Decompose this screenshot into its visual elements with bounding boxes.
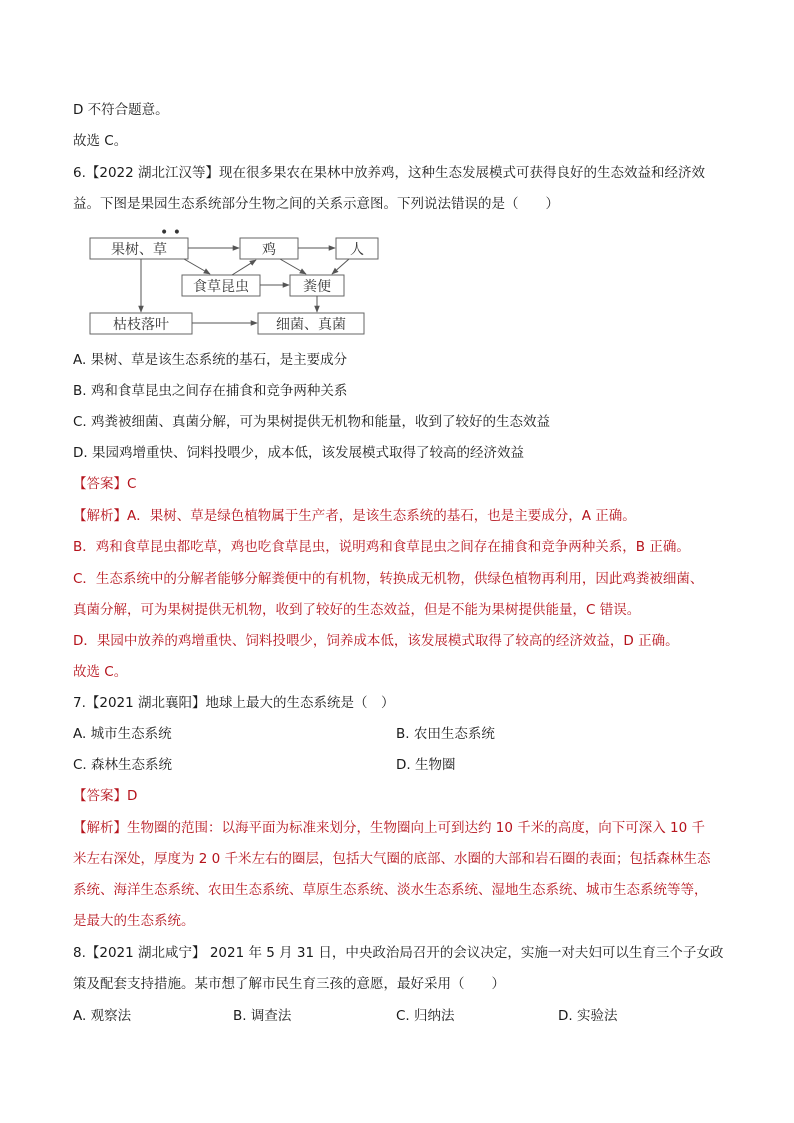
q7-stem: 7.【2021 湖北襄阳】地球上最大的生态系统是（ ）: [73, 695, 395, 711]
q6-answer: [73, 474, 136, 494]
q7-option-a: A. 城市生态系统: [73, 726, 172, 742]
q7-answer: [73, 786, 137, 806]
q6-answer-label: 【答案】: [73, 476, 127, 492]
q7-analysis-1: [73, 818, 705, 838]
food-web-diagram: [84, 228, 380, 336]
q6-analysis-1: [73, 506, 636, 526]
q8-option-c: C. 归纳法: [396, 1008, 455, 1024]
q7-analysis-2: 米左右深处，厚度为 2 0 千米左右的圈层，包括大气圈的底部、水圈的大部和岩石圈的表面；包括森林生态: [73, 851, 711, 867]
q8-option-a: A. 观察法: [73, 1008, 132, 1024]
arrow-insect-to-chicken: [232, 260, 256, 275]
q7-answer-value: D: [127, 788, 138, 804]
arrow-chicken-to-manure: [280, 259, 306, 274]
node-microbes: 细菌、真菌: [276, 317, 346, 333]
q8-stem-line1: 8.【2021 湖北咸宁】 2021 年 5 月 31 日，中央政治局召开的会议决定，实施一对夫妇可以生育三个子女政: [73, 945, 724, 961]
node-litter: 枯枝落叶: [113, 317, 169, 333]
q6-answer-value: C: [127, 476, 137, 492]
q7-analysis-text-1: 生物圈的范围：以海平面为标准来划分，生物圈向上可到达约 10 千米的高度，向下可深入 10 千: [127, 820, 706, 836]
q6-analysis-5: D．果园中放养的鸡增重快、饲料投喂少，饲养成本低，该发展模式取得了较高的经济效益，D 正确。: [73, 633, 679, 649]
diagram-dots: • •: [160, 228, 181, 241]
node-human: 人: [350, 242, 364, 258]
node-trees-grass: 果树、草: [111, 242, 167, 258]
q6-analysis-4: 真菌分解，可为果树提供无机物，收到了较好的生态效益，但是不能为果树提供能量，C 错误。: [73, 602, 641, 618]
q8-stem-line2: 策及配套支持措施。某市想了解市民生育三孩的意愿，最好采用（ ）: [73, 976, 505, 992]
q6-analysis-text-1: A．果树、草是绿色植物属于生产者，是该生态系统的基石，也是主要成分，A 正确。: [127, 508, 636, 524]
node-insect: 食草昆虫: [193, 279, 249, 295]
q6-option-b: B. 鸡和食草昆虫之间存在捕食和竞争两种关系: [73, 383, 348, 399]
q7-analysis-3: 系统、海洋生态系统、农田生态系统、草原生态系统、淡水生态系统、湿地生态系统、城市生态系统等等，: [73, 882, 708, 898]
q7-analysis-4: 是最大的生态系统。: [73, 913, 195, 929]
q7-option-b: B. 农田生态系统: [396, 726, 495, 742]
node-chicken: 鸡: [262, 242, 276, 258]
q6-option-c: C. 鸡粪被细菌、真菌分解，可为果树提供无机物和能量，收到了较好的生态效益: [73, 414, 551, 430]
q6-analysis-2: B．鸡和食草昆虫都吃草，鸡也吃食草昆虫，说明鸡和食草昆虫之间存在捕食和竞争两种关系，B 正确。: [73, 539, 690, 555]
node-manure: 粪便: [303, 279, 331, 295]
q6-analysis-3: C．生态系统中的分解者能够分解粪便中的有机物，转换成无机物，供绿色植物再利用，因此鸡粪被细菌、: [73, 571, 704, 587]
arrow-human-to-manure: [332, 259, 349, 274]
prev-analysis-tail: D 不符合题意。: [73, 102, 169, 118]
q7-option-d: D. 生物圈: [396, 757, 456, 773]
q8-option-b: B. 调查法: [233, 1008, 292, 1024]
q7-answer-label: 【答案】: [73, 788, 127, 804]
arrow-trees-to-insect: [184, 259, 210, 274]
q6-analysis-label: 【解析】: [73, 508, 127, 524]
q7-analysis-label: 【解析】: [73, 820, 127, 836]
prev-conclusion: 故选 C。: [73, 133, 128, 149]
q6-conclusion: 故选 C。: [73, 664, 128, 680]
q7-option-c: C. 森林生态系统: [73, 757, 173, 773]
q8-option-d: D. 实验法: [558, 1008, 618, 1024]
q6-stem-line1: 6.【2022 湖北江汉等】现在很多果农在果林中放养鸡，这种生态发展模式可获得良好的生态效益和经济效: [73, 165, 706, 181]
q6-option-a: A. 果树、草是该生态系统的基石，是主要成分: [73, 352, 348, 368]
q6-option-d: D. 果园鸡增重快、饲料投喂少，成本低，该发展模式取得了较高的经济效益: [73, 445, 524, 461]
q6-stem-line2: 益。下图是果园生态系统部分生物之间的关系示意图。下列说法错误的是（ ）: [73, 196, 559, 212]
